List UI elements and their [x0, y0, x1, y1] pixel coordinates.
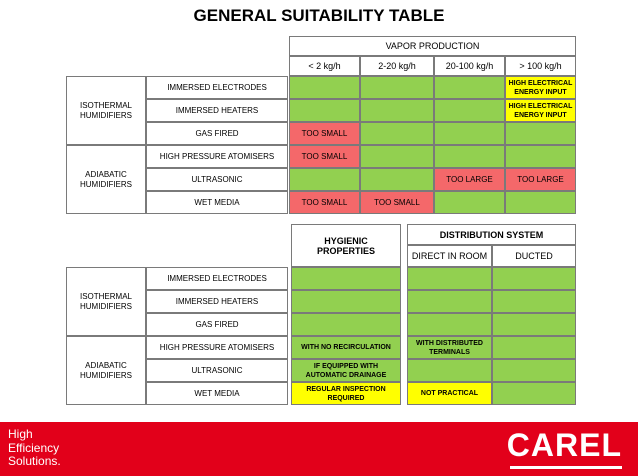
hygienic-cell-high-pressure-atomisers: WITH NO RECIRCULATION	[291, 336, 401, 359]
group-adiabatic: ADIABATIC HUMIDIFIERS	[66, 336, 146, 405]
vapor-cell-ultrasonic: TOO LARGE	[434, 168, 505, 191]
vapor-cell-high-pressure-atomisers	[360, 145, 434, 168]
upper-row-label-immersed-heaters: IMMERSED HEATERS	[146, 99, 288, 122]
vapor-cell-gas-fired	[505, 122, 576, 145]
vapor-cell-wet-media: TOO SMALL	[360, 191, 434, 214]
tagline	[8, 428, 61, 469]
logo-underline	[510, 466, 622, 469]
distribution-cell-high-pressure-atomisers	[492, 336, 576, 359]
hygienic-cell-immersed-electrodes	[291, 267, 401, 290]
vapor-cell-ultrasonic	[360, 168, 434, 191]
group-isothermal: ISOTHERMAL HUMIDIFIERS	[66, 267, 146, 336]
group-isothermal: ISOTHERMAL HUMIDIFIERS	[66, 76, 146, 145]
vapor-cell-gas-fired	[360, 122, 434, 145]
vapor-cell-ultrasonic	[289, 168, 360, 191]
distribution-cell-wet-media	[492, 382, 576, 405]
upper-row-label-ultrasonic: ULTRASONIC	[146, 168, 288, 191]
distribution-cell-ultrasonic	[492, 359, 576, 382]
vapor-cell-wet-media	[505, 191, 576, 214]
vapor-cell-immersed-electrodes	[289, 76, 360, 99]
vapor-cell-immersed-electrodes	[434, 76, 505, 99]
vapor-cell-immersed-heaters	[360, 99, 434, 122]
lower-row-label-gas-fired: GAS FIRED	[146, 313, 288, 336]
vapor-cell-immersed-heaters: HIGH ELECTRICAL ENERGY INPUT	[505, 99, 576, 122]
carel-logo: CAREL	[506, 427, 622, 463]
hygienic-cell-wet-media: REGULAR INSPECTION REQUIRED	[291, 382, 401, 405]
distribution-cell-immersed-heaters	[492, 290, 576, 313]
group-adiabatic: ADIABATIC HUMIDIFIERS	[66, 145, 146, 214]
lower-row-label-high-pressure-atomisers: HIGH PRESSURE ATOMISERS	[146, 336, 288, 359]
lower-row-label-ultrasonic: ULTRASONIC	[146, 359, 288, 382]
vapor-cell-high-pressure-atomisers: TOO SMALL	[289, 145, 360, 168]
vapor-column-header: > 100 kg/h	[505, 56, 576, 76]
distribution-cell-immersed-electrodes	[407, 267, 492, 290]
distribution-column-header: DUCTED	[492, 245, 576, 267]
vapor-production-header: VAPOR PRODUCTION	[289, 36, 576, 56]
distribution-cell-ultrasonic	[407, 359, 492, 382]
vapor-cell-immersed-heaters	[434, 99, 505, 122]
upper-row-label-high-pressure-atomisers: HIGH PRESSURE ATOMISERS	[146, 145, 288, 168]
vapor-cell-wet-media	[434, 191, 505, 214]
upper-row-label-gas-fired: GAS FIRED	[146, 122, 288, 145]
upper-row-label-immersed-electrodes: IMMERSED ELECTRODES	[146, 76, 288, 99]
tagline-line-2: Efficiency	[8, 440, 60, 455]
vapor-column-header: 2-20 kg/h	[360, 56, 434, 76]
hygienic-cell-immersed-heaters	[291, 290, 401, 313]
lower-row-label-immersed-heaters: IMMERSED HEATERS	[146, 290, 288, 313]
distribution-cell-gas-fired	[407, 313, 492, 336]
page-title: GENERAL SUITABILITY TABLE	[193, 6, 445, 25]
distribution-cell-high-pressure-atomisers: WITH DISTRIBUTED TERMINALS	[407, 336, 492, 359]
tagline-line-3: Solutions.	[8, 454, 61, 468]
upper-row-label-wet-media: WET MEDIA	[146, 191, 288, 214]
distribution-column-header: DIRECT IN ROOM	[407, 245, 492, 267]
lower-row-label-immersed-electrodes: IMMERSED ELECTRODES	[146, 267, 288, 290]
vapor-cell-high-pressure-atomisers	[434, 145, 505, 168]
distribution-cell-immersed-electrodes	[492, 267, 576, 290]
vapor-cell-ultrasonic: TOO LARGE	[505, 168, 576, 191]
lower-row-label-wet-media: WET MEDIA	[146, 382, 288, 405]
footer-banner	[0, 422, 638, 476]
distribution-cell-immersed-heaters	[407, 290, 492, 313]
tagline-line-1: High	[8, 427, 33, 441]
distribution-cell-wet-media: NOT PRACTICAL	[407, 382, 492, 405]
distribution-cell-gas-fired	[492, 313, 576, 336]
hygienic-header: HYGIENIC PROPERTIES	[291, 224, 401, 267]
vapor-column-header: 20-100 kg/h	[434, 56, 505, 76]
vapor-cell-high-pressure-atomisers	[505, 145, 576, 168]
vapor-cell-immersed-electrodes: HIGH ELECTRICAL ENERGY INPUT	[505, 76, 576, 99]
hygienic-cell-gas-fired	[291, 313, 401, 336]
vapor-cell-gas-fired: TOO SMALL	[289, 122, 360, 145]
vapor-column-header: < 2 kg/h	[289, 56, 360, 76]
hygienic-cell-ultrasonic: IF EQUIPPED WITH AUTOMATIC DRAINAGE	[291, 359, 401, 382]
vapor-cell-gas-fired	[434, 122, 505, 145]
vapor-cell-immersed-electrodes	[360, 76, 434, 99]
vapor-cell-wet-media: TOO SMALL	[289, 191, 360, 214]
distribution-header: DISTRIBUTION SYSTEM	[407, 224, 576, 245]
vapor-cell-immersed-heaters	[289, 99, 360, 122]
